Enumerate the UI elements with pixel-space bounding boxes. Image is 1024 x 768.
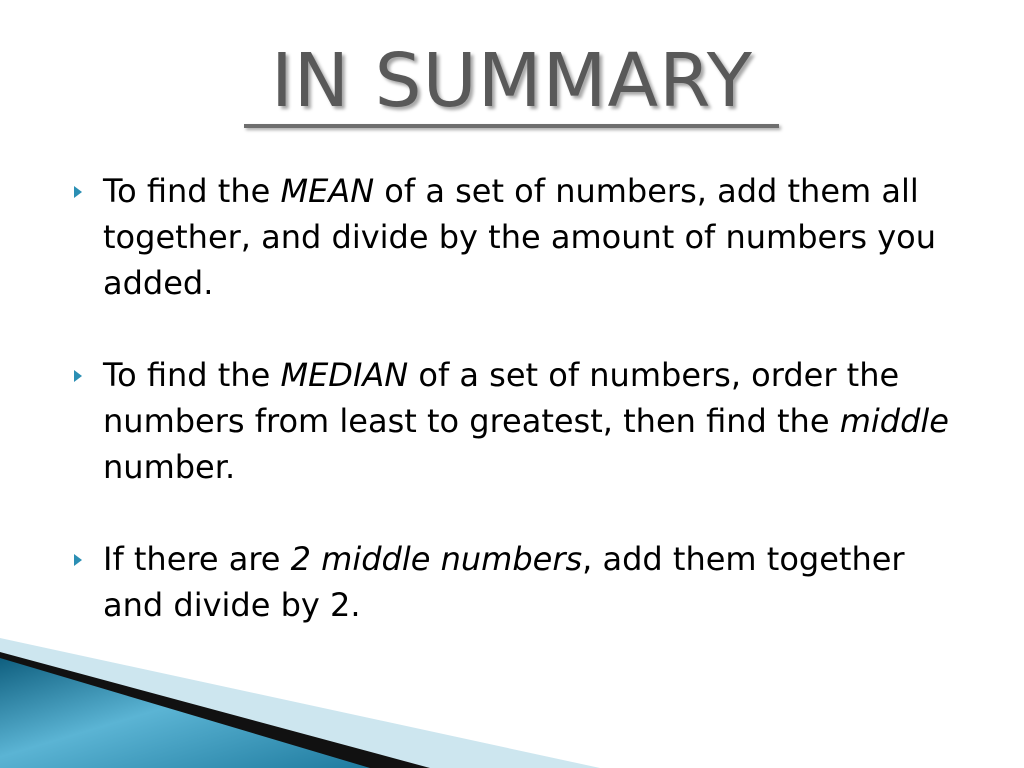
- emphasis-mean: MEAN: [280, 172, 375, 210]
- triangle-right-icon: [74, 554, 82, 566]
- title-underline: [244, 124, 779, 128]
- bullet-text: number.: [103, 448, 236, 486]
- emphasis-middle: middle: [839, 402, 949, 440]
- emphasis-two-middle-numbers: 2 middle numbers: [290, 540, 583, 578]
- bullet-item-median: [72, 352, 952, 490]
- bullet-text: of a set of numbers, order the numbers from least to greatest, then find the: [103, 356, 900, 440]
- triangle-right-icon: [74, 186, 82, 198]
- bullet-text: of a set of numbers, add them all together, and divide by the amount of numbers you added.: [103, 172, 937, 302]
- slide-title: IN SUMMARY: [270, 38, 754, 124]
- bullet-text: , add them together and divide by 2.: [103, 540, 905, 624]
- bullet-text: If there are: [103, 540, 291, 578]
- bullet-text: To find the: [103, 356, 281, 394]
- corner-decoration: [0, 638, 1024, 768]
- emphasis-median: MEDIAN: [280, 356, 409, 394]
- triangle-right-icon: [74, 370, 82, 382]
- bullet-text: To find the: [103, 172, 281, 210]
- bullet-list: [72, 168, 952, 628]
- bullet-item-two-middle: [72, 536, 952, 628]
- bullet-item-mean: [72, 168, 952, 306]
